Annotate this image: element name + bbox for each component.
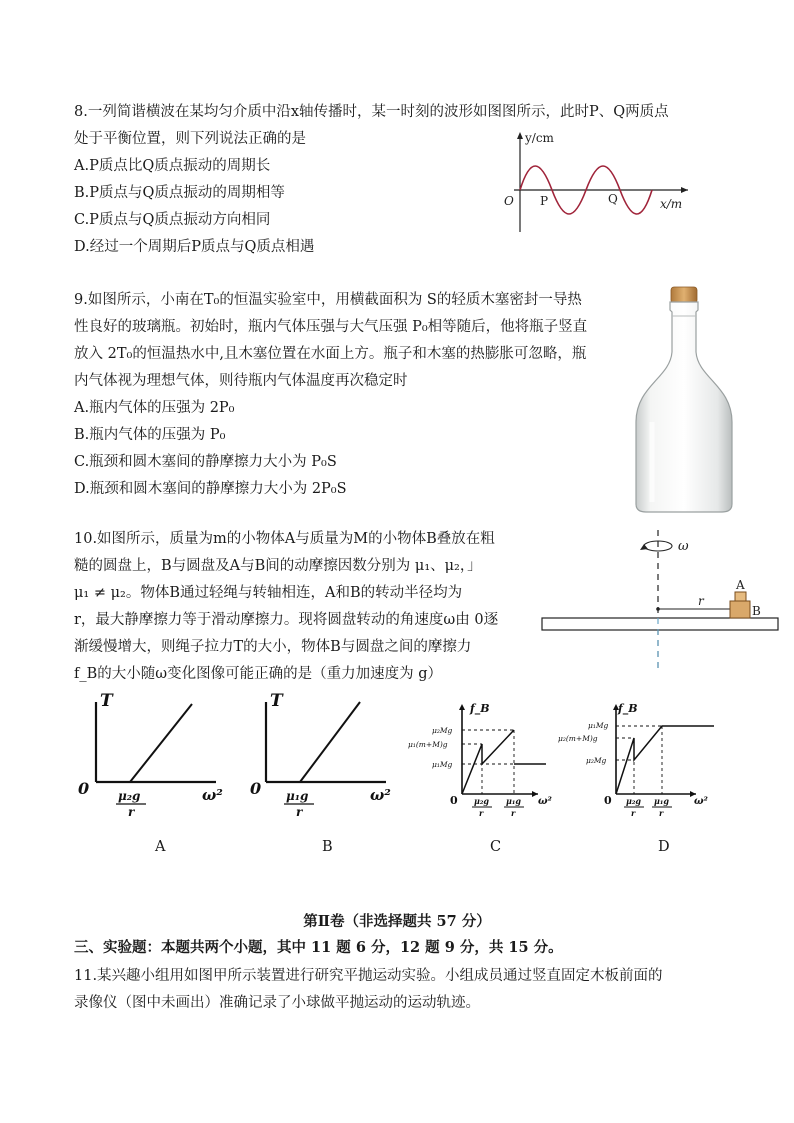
svg-text:μ₁Mg: μ₁Mg [588, 721, 609, 730]
q8-stem-line2: 处于平衡位置，则下列说法正确的是 [74, 131, 306, 147]
svg-text:ω²: ω² [202, 786, 223, 804]
svg-text:r: r [296, 805, 303, 819]
wave-point-q: Q [608, 192, 618, 206]
q10-stem-line2: 糙的圆盘上，B与圆盘及A与B间的动摩擦因数分别为 μ₁、μ₂，」 [74, 558, 482, 574]
svg-text:μ₁(m+M)g: μ₁(m+M)g [408, 740, 448, 749]
block-a [735, 592, 746, 601]
q10-stem-line1: 10.如图所示，质量为m的小物体A与质量为M的小物体B叠放在粗 [74, 531, 495, 547]
q9-stem-line3: 放入 2T₀的恒温热水中,且木塞位置在水面上方。瓶子和木塞的热膨胀可忽略，瓶 [74, 346, 587, 362]
svg-text:r: r [659, 808, 664, 818]
q8-option-c: C.P质点与Q质点振动方向相同 [74, 212, 271, 228]
graph-a-line [130, 704, 192, 782]
cork-icon [671, 287, 697, 303]
svg-text:r: r [128, 805, 135, 819]
q10-stem-line6: f_B的大小随ω变化图像可能正确的是（重力加速度为 g） [74, 666, 442, 682]
svg-text:μ₂(m+M)g: μ₂(m+M)g [558, 734, 598, 743]
graph-c-label: C [490, 839, 502, 855]
section-title: 第Ⅱ卷（非选择题共 57 分） [303, 913, 491, 930]
graph-b-label: B [322, 839, 333, 855]
q11-stem-line2: 录像仪（图中未画出）准确记录了小球做平抛运动的运动轨迹。 [74, 995, 480, 1011]
svg-text:r: r [479, 808, 484, 818]
svg-text:r: r [631, 808, 636, 818]
svg-text:0: 0 [250, 779, 262, 798]
q10-stem-line4: r，最大静摩擦力等于滑动摩擦力。现将圆盘转动的角速度ω由 0逐 [74, 612, 499, 628]
graph-c [404, 700, 554, 825]
q11-stem-line1: 11.某兴趣小组用如图甲所示装置进行研究平抛运动实验。小组成员通过竖直固定木板前面的 [74, 968, 663, 984]
wave-origin-label: O [504, 194, 514, 208]
svg-text:ω²: ω² [694, 796, 708, 807]
graph-b-line [300, 702, 360, 782]
svg-text:0: 0 [450, 794, 458, 807]
q9-option-c: C.瓶颈和圆木塞间的静摩擦力大小为 P₀S [74, 454, 337, 470]
block-b [730, 601, 750, 618]
section-heading: 三、实验题：本题共两个小题，其中 11 题 6 分，12 题 9 分，共 15 分。 [74, 939, 563, 956]
q10-stem-line3: μ₁ ≠ μ₂。物体B通过轻绳与转轴相连，A和B的转动半径均为 [74, 585, 463, 601]
svg-text:μ₁g: μ₁g [506, 796, 521, 806]
svg-text:ω²: ω² [538, 796, 552, 807]
disk [542, 618, 778, 630]
svg-text:μ₁Mg: μ₁Mg [432, 760, 453, 769]
q9-bottle-illustration [632, 282, 742, 514]
q8-option-b: B.P质点与Q质点振动的周期相等 [74, 185, 285, 201]
graph-a-label: A [155, 839, 166, 855]
svg-text:μ₂Mg: μ₂Mg [586, 756, 607, 765]
block-b-label: B [752, 604, 761, 618]
wave-y-arrow [517, 132, 523, 139]
block-a-label: A [736, 578, 745, 592]
graph-a [74, 690, 234, 830]
radius-label: r [698, 594, 704, 608]
svg-text:ω²: ω² [370, 786, 391, 804]
svg-text:μ₂g: μ₂g [118, 789, 141, 803]
graph-d-label: D [658, 839, 670, 855]
svg-text:μ₂g: μ₂g [626, 796, 641, 806]
svg-text:μ₂g: μ₂g [474, 796, 489, 806]
svg-text:f_B: f_B [618, 702, 638, 715]
graph-b [244, 690, 404, 830]
q9-option-b: B.瓶内气体的压强为 P₀ [74, 427, 226, 443]
q9-stem-line4: 内气体视为理想气体，则待瓶内气体温度再次稳定时 [74, 373, 408, 389]
q10-turntable-figure [540, 528, 780, 673]
svg-text:μ₁g: μ₁g [654, 796, 669, 806]
wave-x-arrow [681, 187, 688, 193]
wave-point-p: P [540, 194, 549, 208]
q9-stem-line1: 9.如图所示，小南在T₀的恒温实验室中，用横截面积为 S的轻质木塞密封一导热 [74, 292, 582, 308]
q8-stem-line1: 8.一列简谐横波在某均匀介质中沿x轴传播时，某一时刻的波形如图图所示，此时P、Q两质点 [74, 104, 669, 120]
q8-option-a: A.P质点比Q质点振动的周期长 [74, 158, 271, 174]
wave-x-label: x/m [660, 197, 683, 211]
svg-text:0: 0 [78, 779, 90, 798]
q9-option-d: D.瓶颈和圆木塞间的静摩擦力大小为 2P₀S [74, 481, 347, 497]
q8-wave-figure [500, 128, 700, 238]
svg-text:μ₂Mg: μ₂Mg [432, 726, 453, 735]
svg-text:f_B: f_B [470, 702, 490, 715]
q9-option-a: A.瓶内气体的压强为 2P₀ [74, 400, 235, 416]
svg-text:μ₁g: μ₁g [286, 789, 309, 803]
svg-text:0: 0 [604, 794, 612, 807]
q9-stem-line2: 性良好的玻璃瓶。初始时，瓶内气体压强与大气压强 P₀相等随后，他将瓶子竖直 [74, 319, 588, 335]
q8-option-d: D.经过一个周期后P质点与Q质点相遇 [74, 239, 315, 255]
omega-label: ω [678, 539, 689, 554]
svg-text:r: r [511, 808, 516, 818]
wave-y-label: y/cm [525, 131, 554, 145]
graph-d [556, 700, 716, 825]
svg-text:T: T [270, 691, 283, 711]
svg-text:T: T [100, 691, 113, 711]
q10-stem-line5: 渐缓慢增大，则绳子拉力T的大小，物体B与圆盘之间的摩擦力 [74, 639, 472, 655]
